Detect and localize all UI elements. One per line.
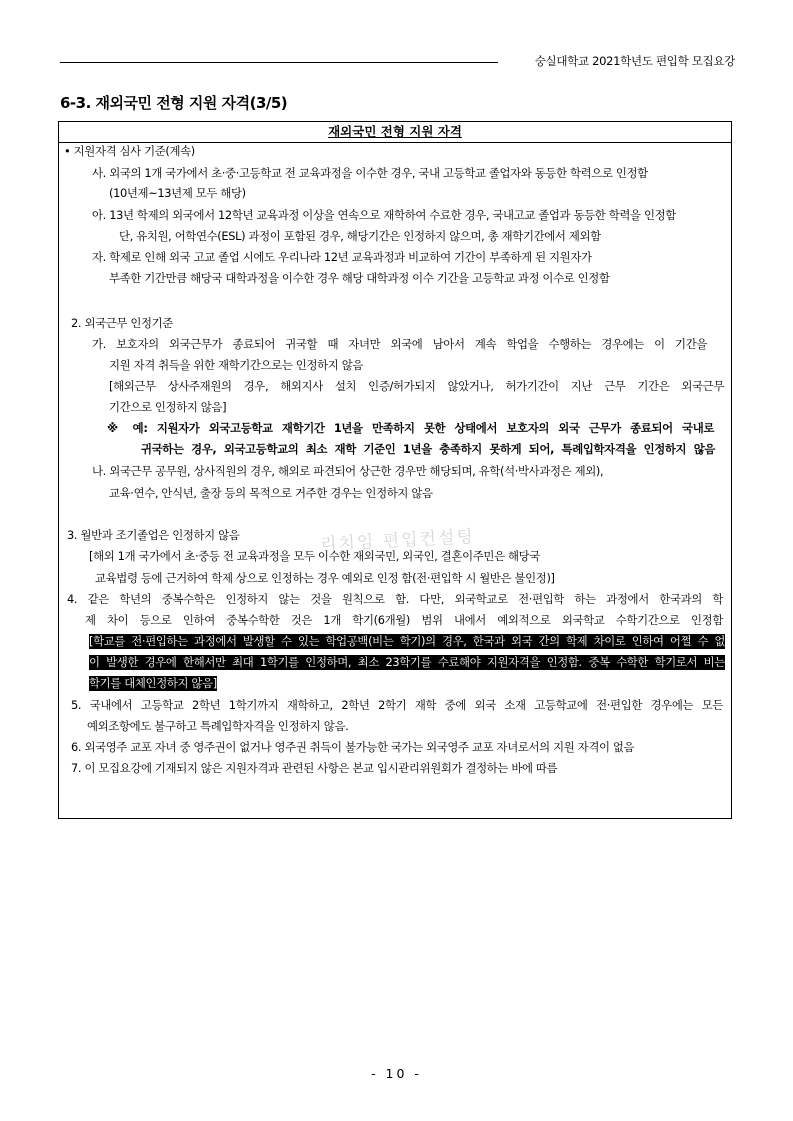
item-sa-cont: (10년제~13년제 모두 해당)	[109, 186, 246, 200]
item-ja-cont: 부족한 기간만큼 해당국 대학과정을 이수한 경우 해당 대학과정 이수 기간을 고등학교 과정 이수로 인정함	[109, 271, 610, 285]
section-2-heading: 2. 외국근무 인정기준	[71, 316, 173, 330]
item-a: 아. 13년 학제의 외국에서 12학년 교육과정 이상을 연속으로 재학하여 수료한 경우, 국내고교 졸업과 동등한 학력을 인정함	[92, 208, 676, 222]
section-5-line-2: 예외조항에도 불구하고 특례입학자격을 인정하지 않음.	[87, 719, 349, 733]
item-ga-note: [해외근무 상사주재원의 경우, 해외지사 설치 인증/허가되지 않았거나, 허가기간이 지난 근무 기간은 외국근무	[109, 379, 724, 393]
item-ga-cont: 지원 자격 취득을 위한 재학기간으로는 인정하지 않음	[109, 358, 363, 372]
section-4-line-1: 4. 같은 학년의 중복수학은 인정하지 않는 것을 원칙으로 함. 다만, 외국학교로 전·편입학 하는 과정에서 한국과의 학	[67, 592, 723, 606]
section-4-highlight-2: 이 발생한 경우에 한해서만 최대 1학기를 인정하며, 최소 23학기를 수료해야 지원자격을 인정함. 중복 수학한 학기로서 비는	[89, 655, 725, 669]
item-sa: 사. 외국의 1개 국가에서 초·중·고등학교 전 교육과정을 이수한 경우, 국내 고등학교 졸업자와 동등한 학력으로 인정함	[92, 166, 648, 180]
eligibility-box	[58, 121, 732, 819]
section-4-line-2: 제 차이 등으로 인하여 중복수학한 것은 1개 학기(6개월) 범위 내에서 예외적으로 외국학교 수학기간으로 인정함	[85, 613, 723, 627]
header-rule	[60, 62, 498, 63]
section-5-line-1: 5. 국내에서 고등학교 2학년 1학기까지 재학하고, 2학년 2학기 재학 중에 외국 소재 고등학교에 전·편입한 경우에는 모든	[71, 698, 723, 712]
page-number: - 10 -	[371, 1066, 422, 1081]
item-ga-note-cont: 기간으로 인정하지 않음]	[109, 400, 227, 414]
item-na: 나. 외국근무 공무원, 상사직원의 경우, 해외로 파견되어 상근한 경우만 해당되며, 유학(석·박사과정은 제외),	[92, 464, 604, 478]
header-title: 숭실대학교 2021학년도 편입학 모집요강	[534, 54, 735, 68]
item-na-cont: 교육·연수, 안식년, 출장 등의 목적으로 거주한 경우는 인정하지 않음	[109, 486, 433, 500]
item-ga: 가. 보호자의 외국근무가 종료되어 귀국할 때 자녀만 외국에 남아서 계속 학업을 수행하는 경우에는 이 기간을	[92, 337, 707, 351]
example-note-cont: 귀국하는 경우, 외국고등학교의 최소 재학 기준인 1년을 충족하지 못하게 되어, 특례입학자격을 인정하지 않음	[141, 442, 715, 456]
box-heading: 재외국민 전형 지원 자격	[59, 122, 731, 143]
section-3-note-cont: 교육법령 등에 근거하여 학제 상으로 인정하는 경우 예외로 인정 함(전·편입학 시 월반은 불인정)]	[95, 571, 555, 585]
item-ja: 자. 학제로 인해 외국 고교 졸업 시에도 우리나라 12년 교육과정과 비교하여 기간이 부족하게 된 지원자가	[92, 250, 592, 264]
section-6: 6. 외국영주 교포 자녀 중 영주권이 없거나 영주권 취득이 불가능한 국가는 외국영주 교포 자녀로서의 지원 자격이 없음	[71, 740, 635, 754]
section-3-heading: 3. 월반과 조기졸업은 인정하지 않음	[67, 528, 240, 542]
watermark: 리치임 편입컨설팅	[319, 526, 476, 556]
section-3-note: [해외 1개 국가에서 초·중등 전 교육과정을 모두 이수한 재외국민, 외국인, 결혼이주민은 해당국	[89, 549, 540, 563]
criteria-intro: • 지원자격 심사 기준(계속)	[64, 144, 195, 158]
section-7: 7. 이 모집요강에 기재되지 않은 지원자격과 관련된 사항은 본교 입시관리위원회가 결정하는 바에 따름	[71, 761, 558, 775]
section-4-highlight-3: 학기를 대체인정하지 않음]	[89, 676, 217, 690]
section-4-highlight-1: [학교를 전·편입하는 과정에서 발생할 수 있는 학업공백(비는 학기)의 경우, 한국과 외국 간의 학제 차이로 인하여 어쩔 수 없	[89, 634, 725, 648]
item-a-cont: 단, 유치원, 어학연수(ESL) 과정이 포함된 경우, 해당기간은 인정하지 않으며, 총 재학기간에서 제외함	[119, 229, 601, 243]
section-title: 6-3. 재외국민 전형 지원 자격(3/5)	[60, 94, 288, 112]
example-note: ※ 예: 지원자가 외국고등학교 재학기간 1년을 만족하지 못한 상태에서 보호자의 외국 근무가 종료되어 국내로	[107, 421, 714, 435]
